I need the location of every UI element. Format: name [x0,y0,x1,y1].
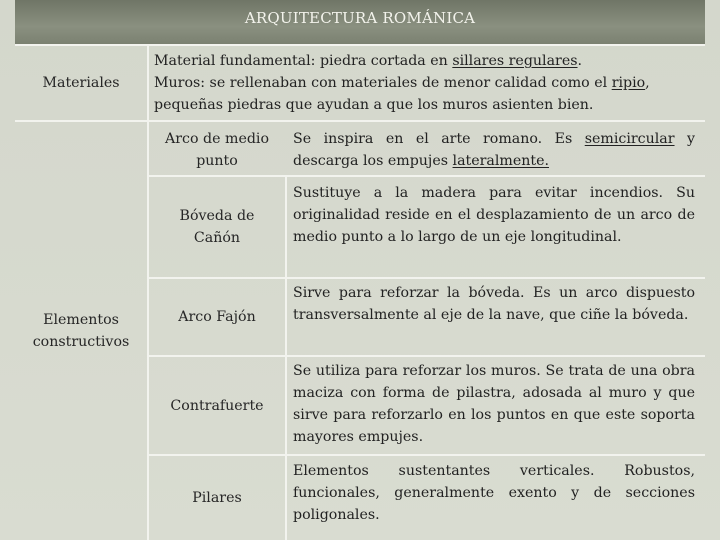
boveda-canon-description [293,182,695,248]
pilares-label [149,456,285,540]
boveda-canon-text: Sustituye a la madera para evitar incendios. Su originalidad reside en el desplazamiento de un arco de medio punto a lo largo de un eje longitudinal. [293,185,695,245]
arco-fajon-label-text: Arco Fajón [178,309,256,325]
materiales-line-2 [154,72,704,94]
arco-medio-punto-text-1: Se inspira en el arte romano. Es [293,131,585,147]
materiales-line-2-end: , [645,75,650,91]
row-label-materiales [15,46,147,120]
page-title: ARQUITECTURA ROMÁNICA [244,9,476,27]
arco-medio-punto-description [293,128,695,172]
boveda-canon-label [149,177,285,277]
boveda-canon-label-line-2: Cañón [193,230,241,246]
contrafuerte-description [293,360,695,448]
arco-medio-punto-text-2: y descarga los empujes [293,131,695,169]
materiales-line-1-end: . [577,53,583,69]
lateralmente-term: lateralmente. [452,153,549,169]
column-divider [285,177,287,540]
arco-fajon-description [293,282,695,326]
materiales-line-1 [154,50,704,72]
semicircular-term: semicircular [584,131,675,147]
arco-fajon-text: Sirve para reforzar la bóveda. Es un arco dispuesto transversalmente al eje de la nave, que ciñe la bóveda. [293,285,695,323]
contrafuerte-label [149,357,285,454]
materiales-description [154,50,704,116]
contrafuerte-text: Se utiliza para reforzar los muros. Se trata de una obra maciza con forma de pilastra, adosada al muro y que sirve para reforzarlo en los puntos en que este soporta mayores empujes. [293,363,695,445]
ripio-term: ripio [611,75,646,91]
pilares-text: Elementos sustentantes verticales. Robustos, funcionales, generalmente exento y de secciones poligonales. [293,463,695,523]
boveda-canon-label-line-1: Bóveda de [179,208,255,224]
materiales-line-2-text: Muros: se rellenaban con materiales de menor calidad como el [154,75,612,91]
elementos-label-line-1: Elementos [43,312,119,328]
materiales-line-3: pequeñas piedras que ayudan a que los muros asienten bien. [154,97,594,113]
arco-fajon-label [149,279,285,355]
row-label-elementos-constructivos [15,122,147,540]
materiales-line-1-text: Material fundamental: piedra cortada en [154,53,453,69]
arco-medio-punto-label-line-2: punto [196,153,238,169]
pilares-description [293,460,695,526]
pilares-label-text: Pilares [192,490,242,506]
table-header [15,0,705,44]
elementos-label-line-2: constructivos [32,334,130,350]
contrafuerte-label-text: Contrafuerte [170,397,264,414]
materiales-label: Materiales [42,75,120,91]
sillares-regulares-term: sillares regulares [452,53,578,69]
arco-medio-punto-label [149,128,285,172]
arco-medio-punto-label-line-1: Arco de medio [164,131,270,147]
